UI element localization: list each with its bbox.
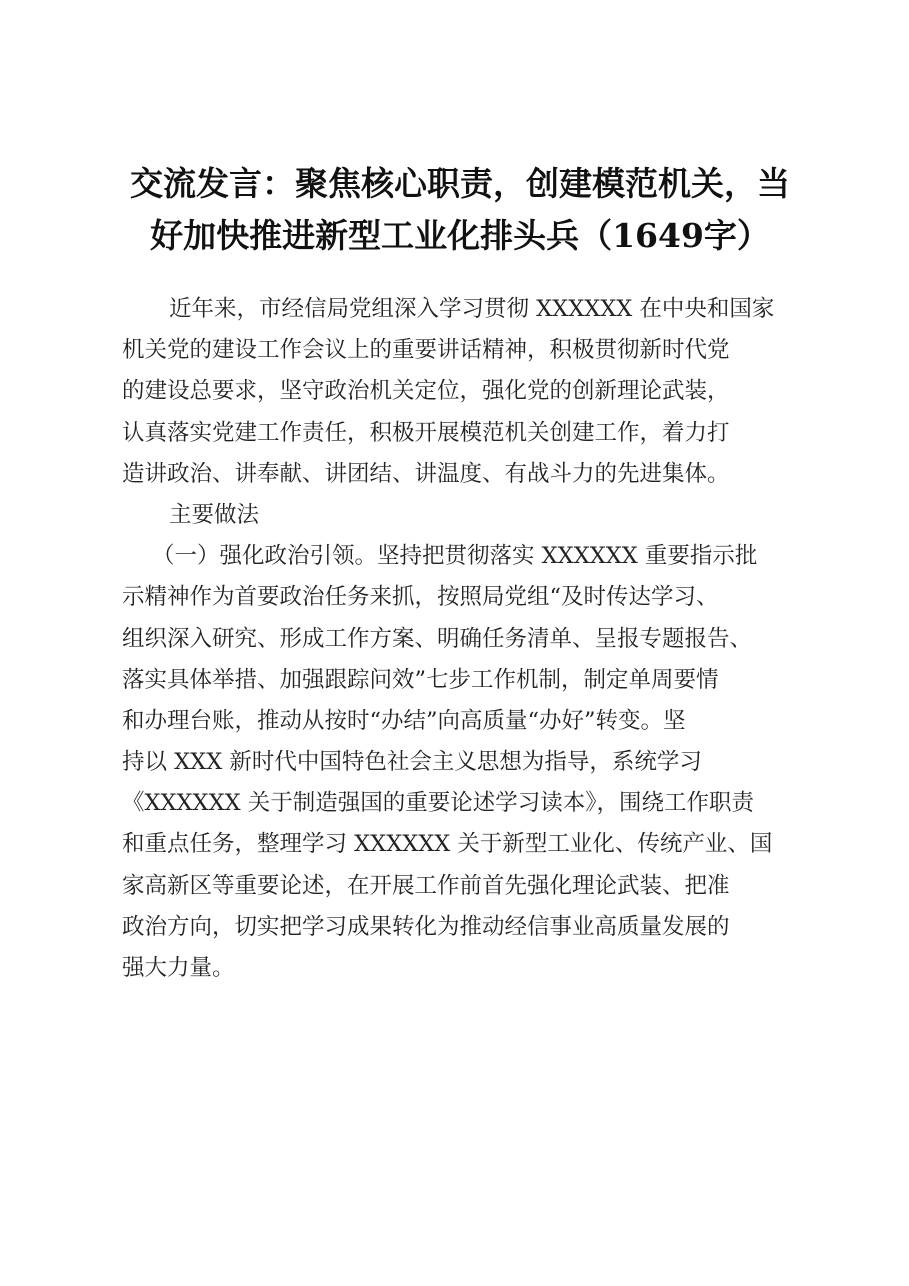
title-line-1: 交流发言：聚焦核心职责，创建模范机关，当: [130, 164, 790, 203]
title-line-2: 好加快推进新型工业化排头兵（1649字）: [150, 216, 770, 255]
text-line: 造讲政治、讲奉献、讲团结、讲温度、有战斗力的先进集体。: [122, 460, 730, 487]
text-line: 强大力量。: [122, 955, 235, 981]
text-line: 落实具体举措、加强跟踪问效”七步工作机制，制定单周要情: [122, 666, 719, 693]
document-title: [110, 158, 810, 262]
text-line: 持以 XXX 新时代中国特色社会主义思想为指导，系统学习: [122, 749, 702, 776]
text-line: 机关党的建设工作会议上的重要讲话精神，积极贯彻新时代党: [122, 337, 730, 364]
text-line: 近年来，市经信局党组深入学习贯彻 XXXXXX 在中央和国家: [169, 296, 775, 322]
text-line: 和重点任务，整理学习 XXXXXX 关于新型工业化、传统产业、国: [122, 831, 773, 858]
text-line: 《XXXXXX 关于制造强国的重要论述学习读本》，围绕工作职责: [122, 790, 755, 817]
text-line: 和办理台账，推动从按时“办结”向高质量“办好”转变。坚: [122, 707, 686, 734]
text-line: 示精神作为首要政治任务来抓，按照局党组“及时传达学习、: [122, 584, 719, 611]
text-line: 的建设总要求，坚守政治机关定位，强化党的创新理论武装，: [122, 378, 730, 405]
text-line: （一）强化政治引领。坚持把贯彻落实 XXXXXX 重要指示批: [152, 543, 758, 570]
text-line: 组织深入研究、形成工作方案、明确任务清单、呈报专题报告、: [122, 625, 753, 652]
section-heading: 主要做法: [169, 501, 260, 528]
text-line: 家高新区等重要论述，在开展工作前首先强化理论武装、把准: [122, 872, 730, 899]
document-body: [122, 289, 798, 989]
text-line: 认真落实党建工作责任，积极开展模范机关创建工作，着力打: [122, 419, 730, 446]
text-line: 政治方向，切实把学习成果转化为推动经信事业高质量发展的: [122, 913, 730, 940]
